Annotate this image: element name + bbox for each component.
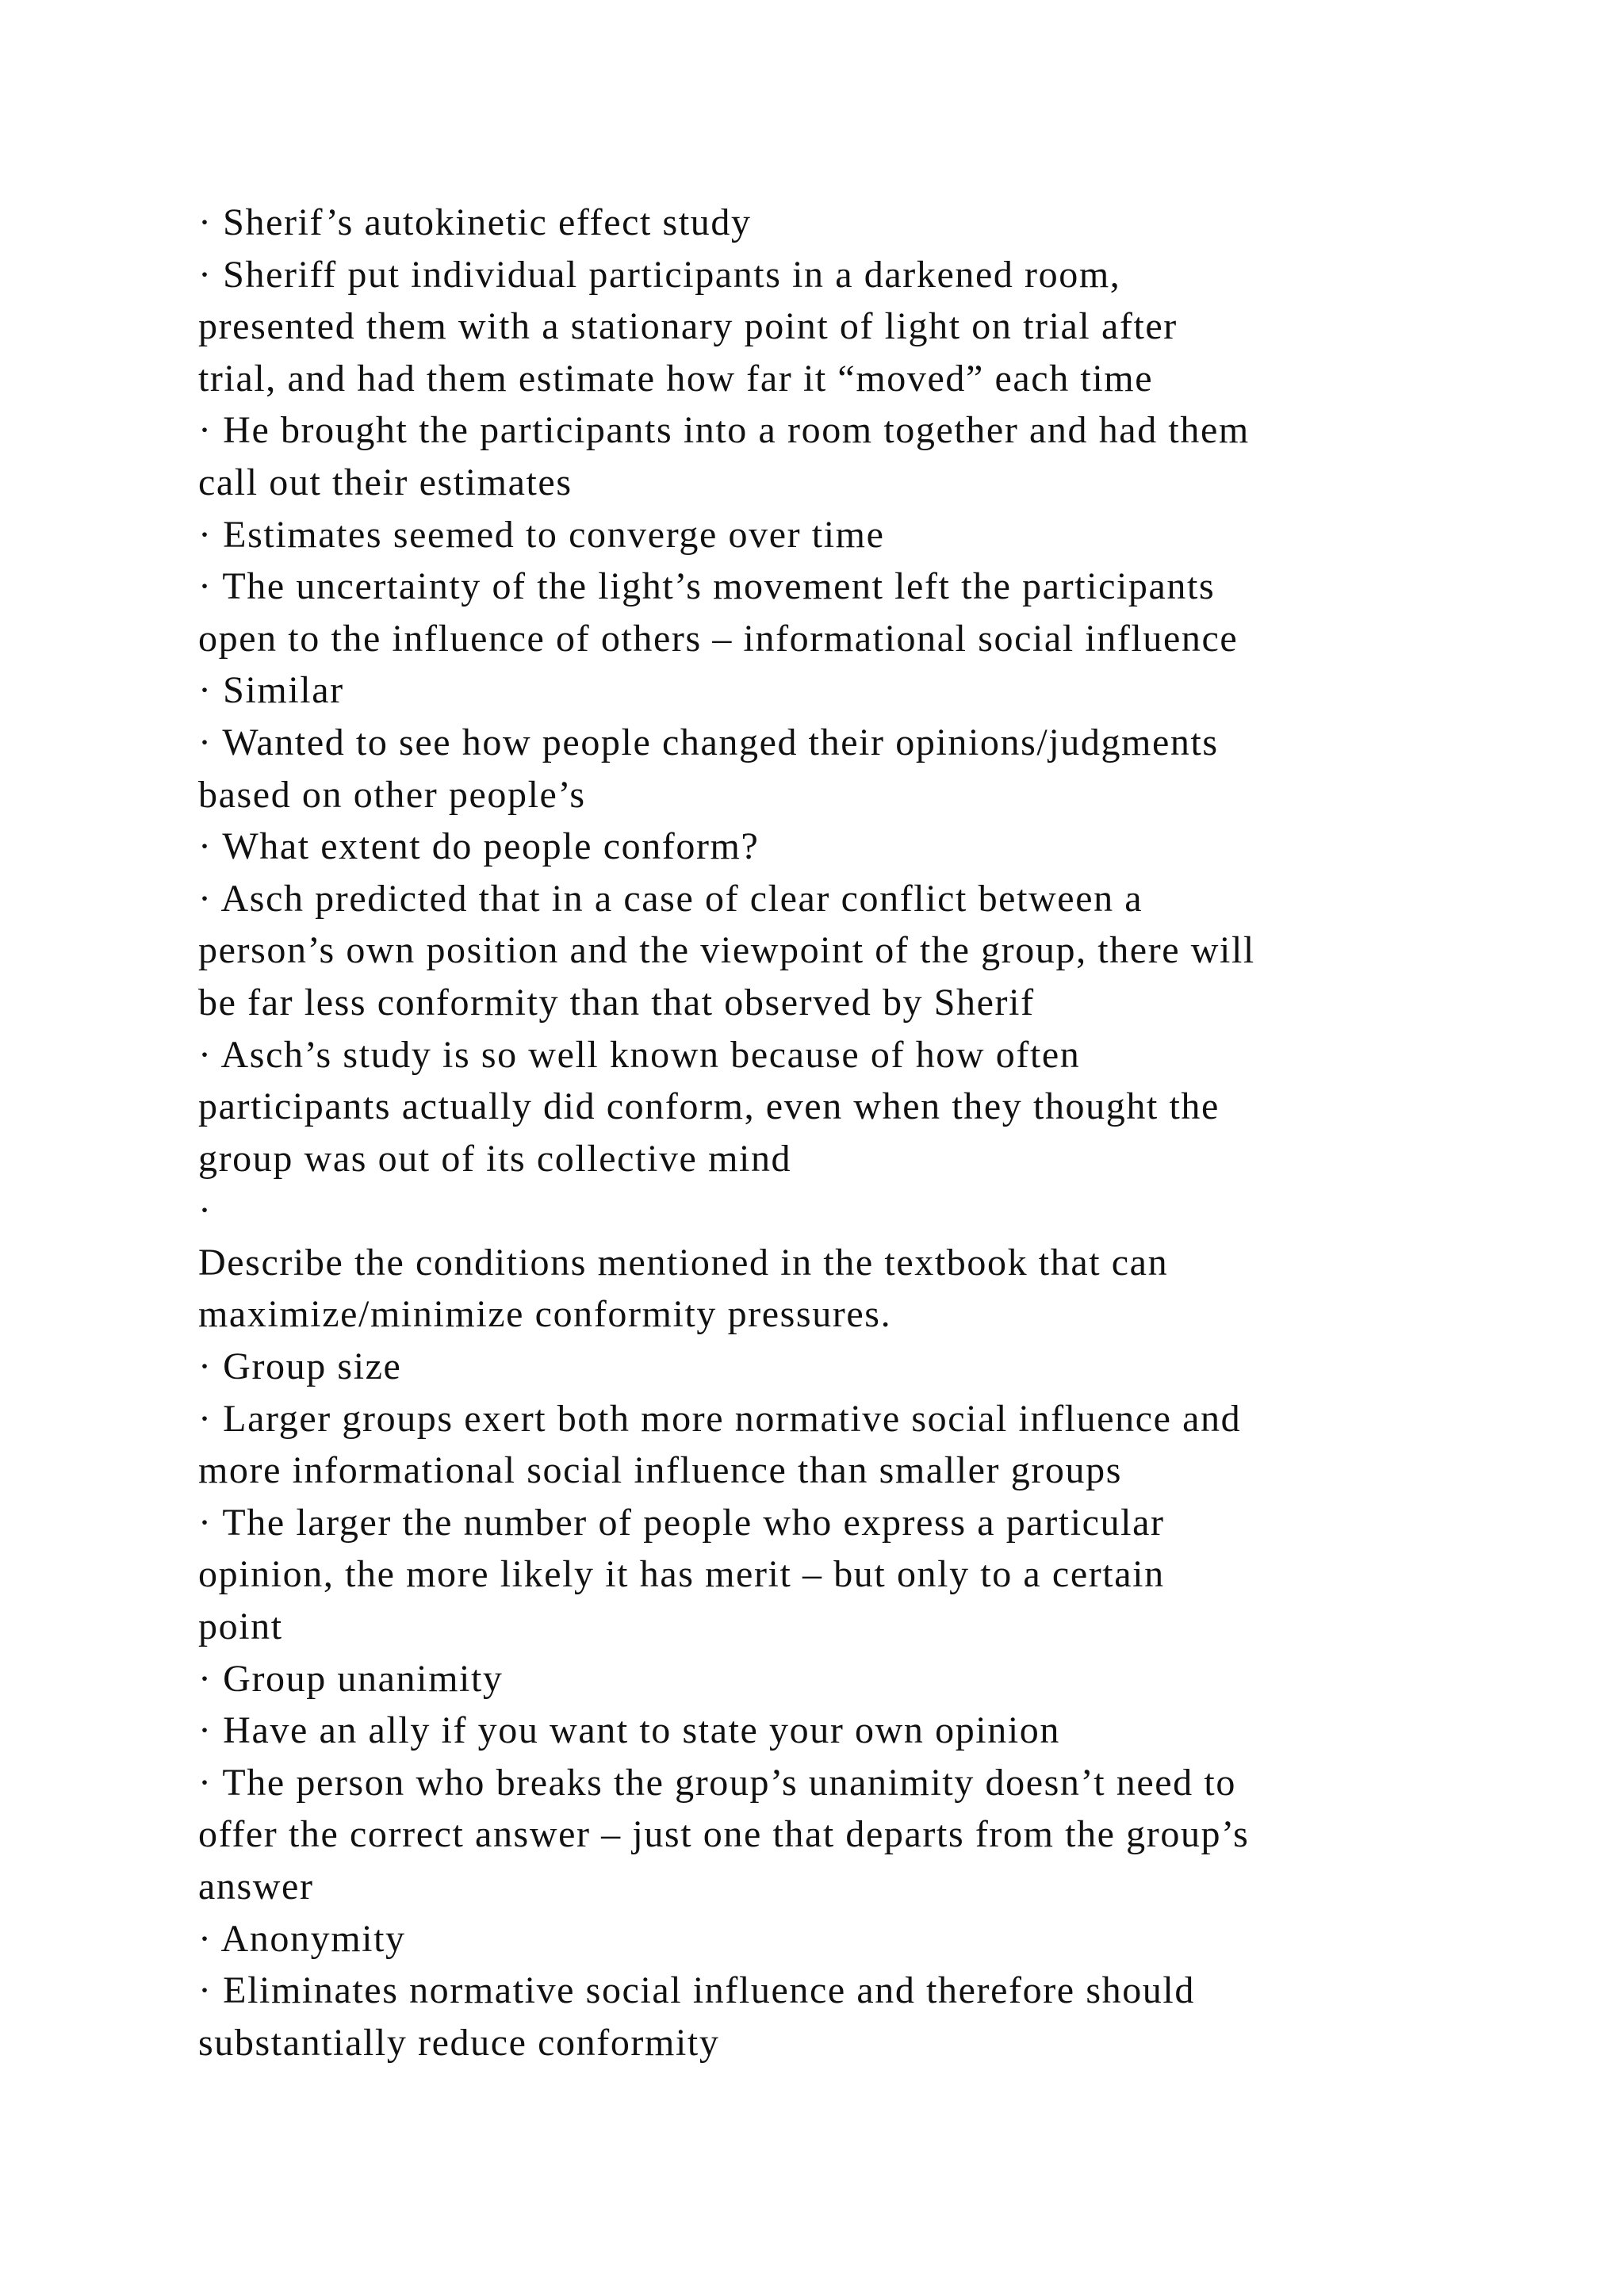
text-line: be far less conformity than that observed by Sherif	[198, 981, 1035, 1024]
text-line: call out their estimates	[198, 461, 573, 503]
text-line: opinion, the more likely it has merit – but only to a certain	[198, 1553, 1165, 1596]
text-line: open to the influence of others – informational social influence	[198, 617, 1239, 660]
text-line: · Anonymity	[198, 1917, 406, 1960]
text-line: · Sherif’s autokinetic effect study	[198, 201, 752, 243]
text-line: · The larger the number of people who express a particular	[198, 1501, 1165, 1544]
text-line: answer	[198, 1866, 314, 1908]
text-line: · Have an ally if you want to state your own opinion	[198, 1709, 1060, 1752]
text-line: point	[198, 1605, 283, 1648]
text-line: · What extent do people conform?	[198, 825, 760, 868]
text-line: · Asch predicted that in a case of clear conflict between a	[198, 877, 1143, 920]
text-line: based on other people’s	[198, 773, 586, 816]
text-line: · He brought the participants into a room together and had them	[198, 409, 1250, 452]
text-line: · Group unanimity	[198, 1657, 504, 1700]
text-line: presented them with a stationary point of light on trial after	[198, 305, 1178, 348]
text-line: maximize/minimize conformity pressures.	[198, 1293, 892, 1336]
text-line: more informational social influence than smaller groups	[198, 1449, 1122, 1492]
text-line: substantially reduce conformity	[198, 2021, 720, 2064]
text-line: · The uncertainty of the light’s movement left the participants	[198, 565, 1216, 608]
text-line: · Similar	[198, 669, 344, 712]
text-line: · Larger groups exert both more normative social influence and	[198, 1397, 1242, 1440]
document-body	[198, 197, 1467, 2068]
text-line: · Group size	[198, 1345, 402, 1388]
text-line: trial, and had them estimate how far it “moved” each time	[198, 357, 1154, 400]
text-line: · Eliminates normative social influence and therefore should	[198, 1969, 1195, 2012]
text-line: · Asch’s study is so well known because of how often	[198, 1033, 1081, 1076]
text-line: group was out of its collective mind	[198, 1137, 792, 1180]
text-line: offer the correct answer – just one that departs from the group’s	[198, 1813, 1250, 1856]
text-line: · Wanted to see how people changed their opinions/judgments	[198, 721, 1219, 763]
text-line: person’s own position and the viewpoint of the group, there will	[198, 929, 1255, 972]
text-line: ·	[198, 1189, 213, 1232]
text-line: · Sheriff put individual participants in a darkened room,	[198, 253, 1121, 296]
text-line: Describe the conditions mentioned in the textbook that can	[198, 1241, 1169, 1284]
text-line: participants actually did conform, even when they thought the	[198, 1085, 1220, 1128]
text-line: · Estimates seemed to converge over time	[198, 513, 885, 556]
text-line: · The person who breaks the group’s unanimity doesn’t need to	[198, 1761, 1236, 1804]
